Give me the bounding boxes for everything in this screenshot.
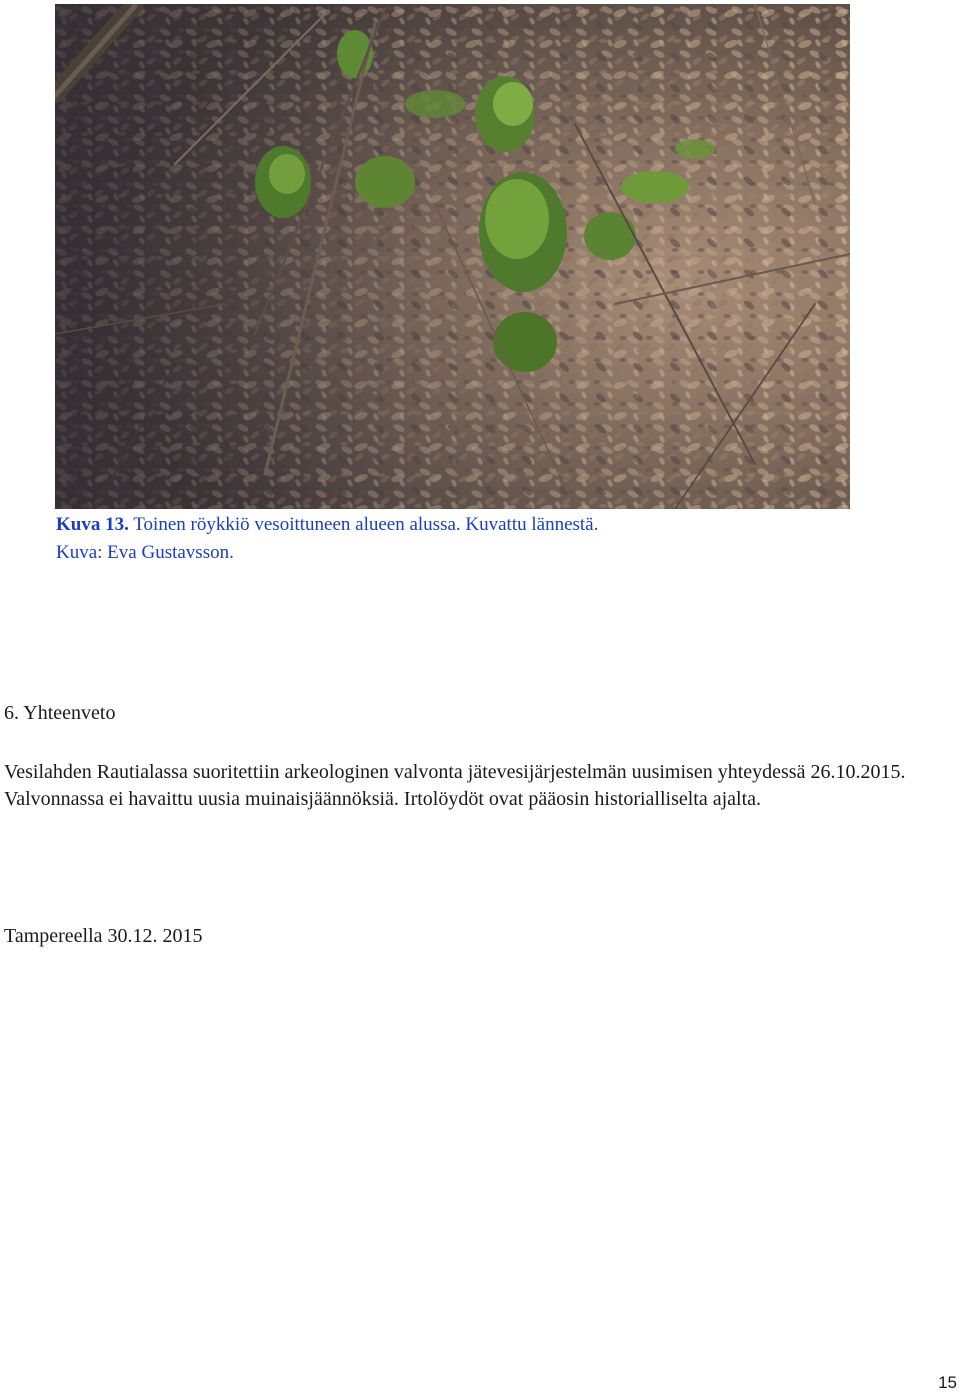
forest-floor-photo [55, 4, 850, 509]
place-date-signoff: Tampereella 30.12. 2015 [4, 925, 203, 947]
summary-paragraph: Vesilahden Rautialassa suoritettiin arkeologinen valvonta jätevesijärjestelmän uusimisen yhteydessä 26.10.2015. Valvonnassa ei havaittu uusia muinaisjäännöksiä. Irtolöydöt ovat pääosin historialliselta ajalta. [4, 761, 906, 810]
section-heading: 6. Yhteenveto [4, 702, 116, 724]
figure-caption [56, 511, 856, 567]
page-number: 15 [938, 1373, 957, 1392]
caption-label: Kuva 13. [56, 514, 129, 535]
caption-text: Toinen röykkiö vesoittuneen alueen alussa. Kuvattu lännestä. [128, 514, 599, 535]
photograph [55, 4, 850, 509]
caption-credit: Kuva: Eva Gustavsson. [56, 542, 234, 563]
